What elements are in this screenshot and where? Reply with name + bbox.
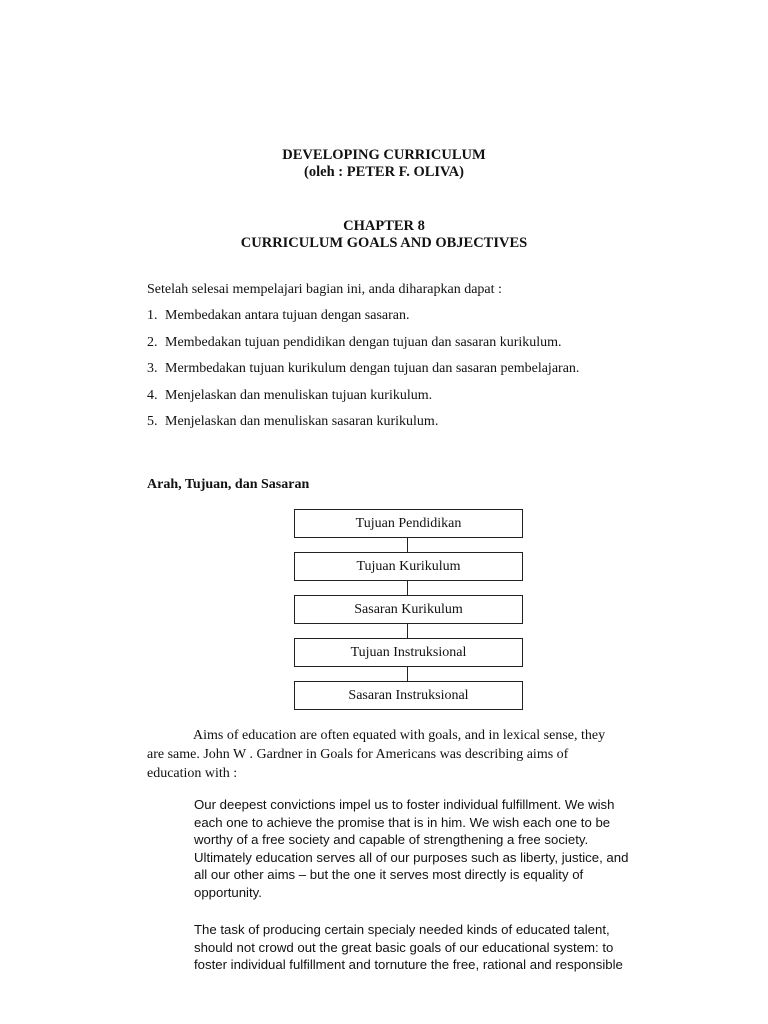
block-quote-2 (194, 921, 664, 974)
quote-line: The task of producing certain specialy needed kinds of educated talent, (194, 922, 610, 937)
diagram-connector (407, 624, 408, 638)
hierarchy-diagram (294, 509, 523, 710)
chapter-title-block (0, 218, 768, 252)
chapter-title: CURRICULUM GOALS AND OBJECTIVES (240, 235, 528, 251)
intro-text: Setelah selesai mempelajari bagian ini, anda diharapkan dapat : (147, 282, 502, 297)
quote-line: all our other aims – but the one it serves most directly is equality of (194, 867, 584, 883)
objectives-list (147, 307, 579, 440)
body-paragraph (147, 726, 647, 783)
paragraph-line: are same. John W . Gardner in Goals for Americans was describing aims of (147, 747, 569, 762)
diagram-box-sasaran-kurikulum: Sasaran Kurikulum (294, 595, 523, 624)
list-item-number: 1. (147, 308, 158, 323)
diagram-box-sasaran-instruksional: Sasaran Instruksional (294, 681, 523, 710)
quote-line: Ultimately education serves all of our purposes such as liberty, justice, and (194, 849, 629, 865)
quote-line: Our deepest convictions impel us to foster individual fulfillment. We wish (194, 797, 615, 812)
list-item-text: Mermbedakan tujuan kurikulum dengan tujuan dan sasaran pembelajaran. (165, 361, 580, 376)
quote-line: should not crowd out the great basic goals of our educational system: to (194, 939, 614, 955)
author-line: (oleh : PETER F. OLIVA) (304, 164, 464, 180)
list-item-text: Membedakan antara tujuan dengan sasaran. (165, 308, 410, 323)
list-item-text: Membedakan tujuan pendidikan dengan tujuan dan sasaran kurikulum. (165, 334, 562, 350)
list-item-number: 4. (147, 387, 158, 403)
list-item (147, 360, 579, 387)
diagram-box-tujuan-kurikulum: Tujuan Kurikulum (294, 552, 523, 581)
list-item (147, 387, 579, 414)
list-item-number: 5. (147, 414, 158, 429)
list-item (147, 413, 579, 440)
list-item-text: Menjelaskan dan menuliskan tujuan kurikulum. (165, 387, 433, 403)
paragraph-line: Aims of education are often equated with goals, and in lexical sense, they (193, 728, 606, 743)
paragraph-line: education with : (147, 766, 238, 781)
book-title: DEVELOPING CURRICULUM (282, 147, 486, 163)
section-heading: Arah, Tujuan, dan Sasaran (147, 477, 310, 492)
diagram-box-tujuan-instruksional: Tujuan Instruksional (294, 638, 523, 667)
diagram-box-tujuan-pendidikan: Tujuan Pendidikan (294, 509, 523, 538)
quote-line: each one to achieve the promise that is in him. We wish each one to be (194, 814, 611, 830)
list-item-number: 3. (147, 361, 158, 376)
chapter-number: CHAPTER 8 (343, 218, 425, 234)
quote-line: opportunity. (194, 884, 262, 900)
diagram-connector (407, 667, 408, 681)
list-item-number: 2. (147, 334, 158, 350)
list-item-text: Menjelaskan dan menuliskan sasaran kurikulum. (165, 414, 439, 429)
block-quote-1 (194, 796, 664, 902)
diagram-connector (407, 581, 408, 595)
quote-line: foster individual fulfillment and tornuture the free, rational and responsible (194, 957, 623, 973)
diagram-connector (407, 538, 408, 552)
quote-line: worthy of a free society and capable of strengthening a free society. (194, 832, 589, 848)
book-title-block (0, 147, 768, 181)
list-item (147, 334, 579, 361)
list-item (147, 307, 579, 334)
